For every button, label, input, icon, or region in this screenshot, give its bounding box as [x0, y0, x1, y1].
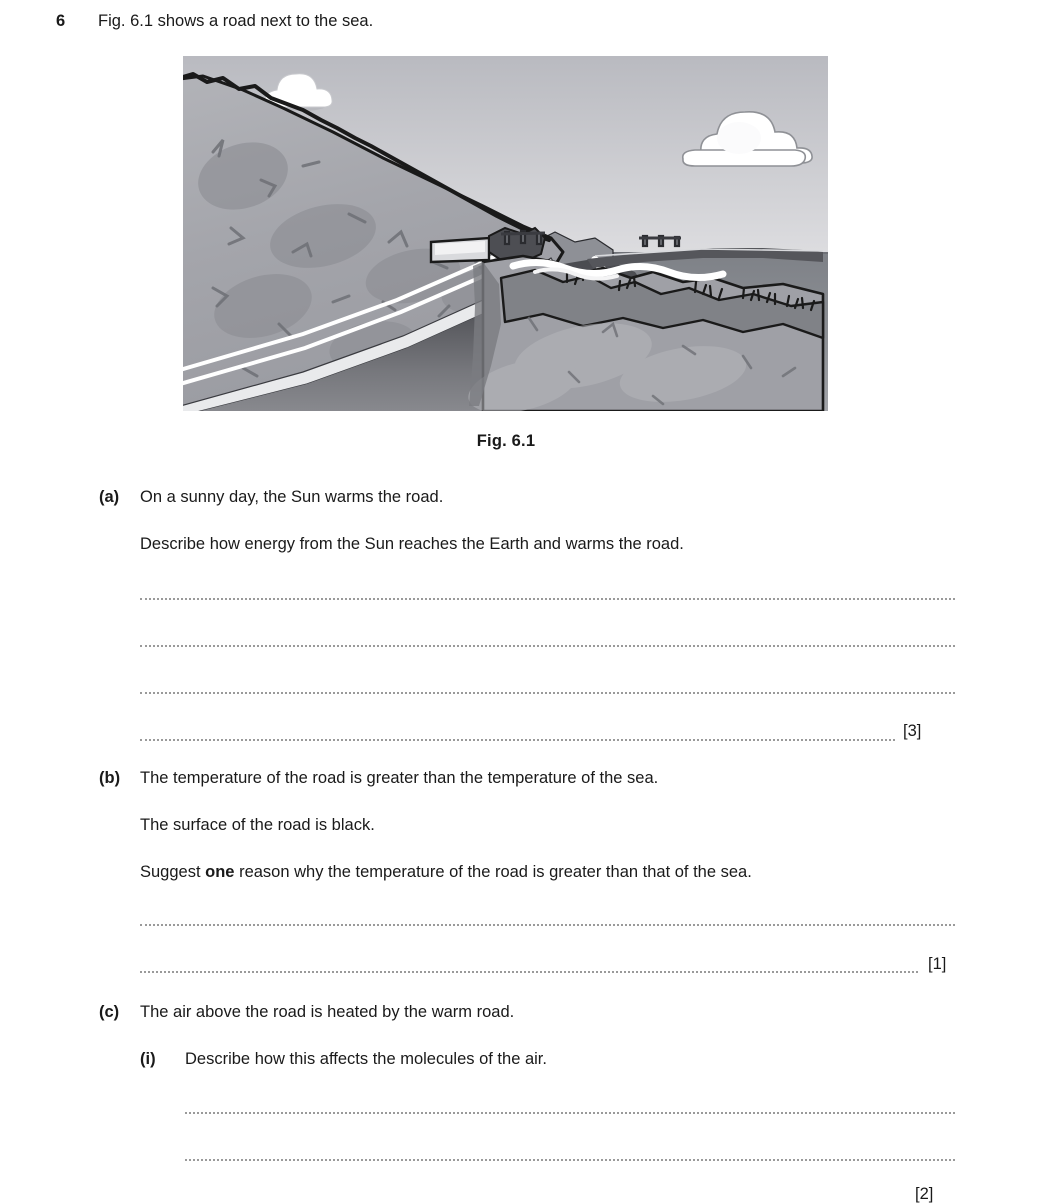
suggest-bold-one: one — [205, 863, 235, 881]
answer-line[interactable] — [140, 596, 955, 600]
answer-line[interactable] — [140, 922, 955, 926]
answer-line[interactable] — [185, 1110, 955, 1114]
marks-b: [1] — [928, 955, 947, 973]
part-b-line-3 — [140, 863, 752, 882]
part-a-label: (a) — [99, 488, 120, 506]
part-c — [99, 1003, 514, 1022]
suggest-after: reason why the temperature of the road is greater than that of the sea. — [234, 863, 752, 881]
part-c-i-text: Describe how this affects the molecules of the air. — [185, 1050, 547, 1068]
figure-caption-text: Fig. 6.1 — [476, 432, 536, 450]
question-number: 6 — [56, 12, 66, 30]
answer-line[interactable] — [140, 969, 918, 973]
part-c-i-label: (i) — [140, 1050, 156, 1068]
marks-a: [3] — [903, 722, 922, 740]
part-a — [99, 488, 443, 507]
figure-caption — [0, 432, 1042, 451]
part-b-line-2: The surface of the road is black. — [140, 816, 375, 834]
part-c-i — [140, 1050, 547, 1069]
part-c-line-1: The air above the road is heated by the warm road. — [140, 1003, 515, 1021]
answer-line[interactable] — [140, 737, 895, 741]
part-b — [99, 769, 658, 788]
part-b-label: (b) — [99, 769, 121, 787]
question-header — [56, 12, 373, 31]
figure-image — [183, 56, 828, 411]
answer-line[interactable] — [185, 1157, 955, 1161]
part-a-line-1: On a sunny day, the Sun warms the road. — [140, 488, 444, 506]
suggest-before: Suggest — [140, 863, 206, 881]
part-a-line-2: Describe how energy from the Sun reaches the Earth and warms the road. — [140, 535, 684, 553]
answer-line[interactable] — [140, 690, 955, 694]
marks-c-i: [2] — [915, 1185, 934, 1203]
road-sea-illustration — [183, 56, 828, 411]
answer-line[interactable] — [140, 643, 955, 647]
part-b-line-1: The temperature of the road is greater than the temperature of the sea. — [140, 769, 659, 787]
question-stem: Fig. 6.1 shows a road next to the sea. — [98, 12, 374, 30]
part-c-label: (c) — [99, 1003, 120, 1021]
